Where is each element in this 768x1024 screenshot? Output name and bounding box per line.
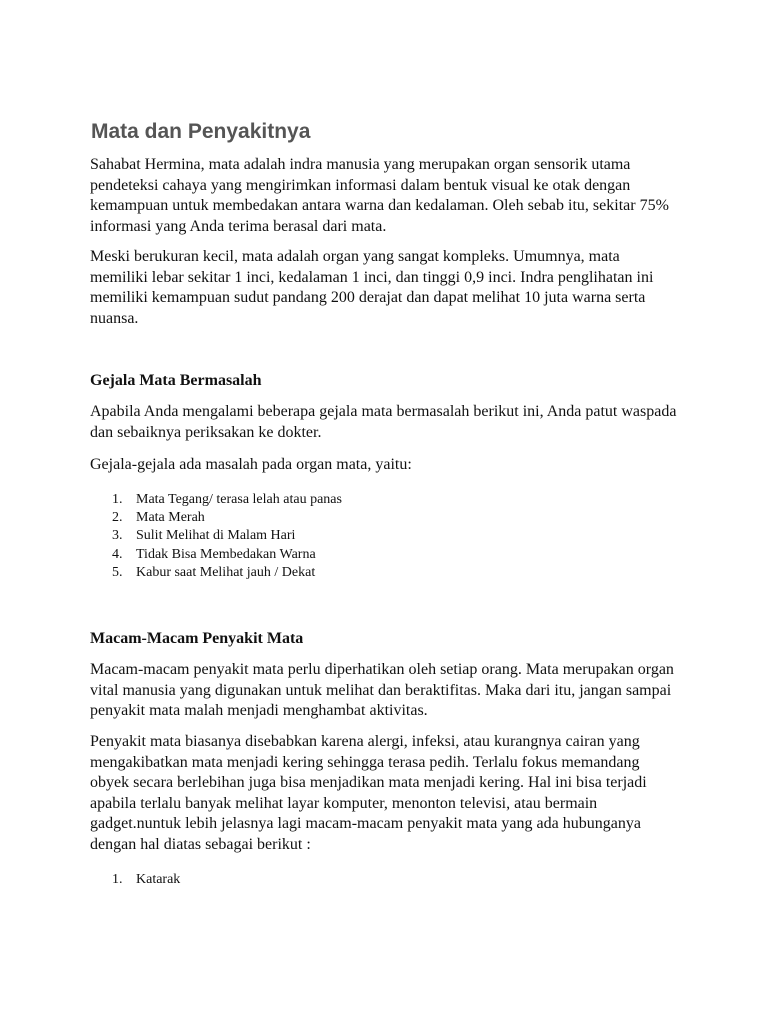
list-item xyxy=(90,546,342,564)
list-item-number: 1. xyxy=(112,492,123,507)
list-item-number: 1. xyxy=(112,872,123,887)
intro-paragraph-1: Sahabat Hermina, mata adalah indra manusia yang merupakan organ sensorik utama pendeteksi cahaya yang mengirimkan informasi dalam bentuk visual ke otak dengan kemampuan untuk membedakan antara warna dan kedalaman. Oleh sebab itu, sekitar 75% informasi yang Anda terima berasal dari mata. xyxy=(90,156,669,235)
list-item-number: 5. xyxy=(112,564,123,580)
section-heading-macam: Macam-Macam Penyakit Mata xyxy=(90,630,304,647)
list-item-text: Mata Tegang/ terasa lelah atau panas xyxy=(136,492,342,507)
list-item-number: 3. xyxy=(112,528,123,544)
list-item-number: 4. xyxy=(112,546,123,562)
list-item xyxy=(90,564,342,582)
list-item-number: 2. xyxy=(112,510,123,526)
list-item-text: Sulit Melihat di Malam Hari xyxy=(136,528,296,544)
list-item xyxy=(90,871,180,889)
list-item xyxy=(90,509,342,527)
section2-paragraph-1: Macam-macam penyakit mata perlu diperhatikan oleh setiap orang. Mata merupakan organ vital manusia yang digunakan untuk melihat dan beraktifitas. Maka dari itu, jangan sampai penyakit mata malah menjadi menghambat aktivitas. xyxy=(90,661,674,720)
list-item-text: Katarak xyxy=(136,872,181,887)
document-title: Mata dan Penyakitnya xyxy=(91,120,311,143)
intro-paragraph-2: Meski berukuran kecil, mata adalah organ yang sangat kompleks. Umumnya, mata memiliki lebar sekitar 1 inci, kedalaman 1 inci, dan tinggi 0,9 inci. Indra penglihatan ini memiliki kemampuan sudut pandang 200 derajat dan dapat melihat 10 juta warna serta nuansa. xyxy=(90,248,654,327)
symptom-list xyxy=(90,491,342,582)
section1-paragraph-2: Gejala-gejala ada masalah pada organ mata, yaitu: xyxy=(90,456,412,473)
section1-paragraph-1: Apabila Anda mengalami beberapa gejala mata bermasalah berikut ini, Anda patut waspada dan sebaiknya periksakan ke dokter. xyxy=(90,403,677,441)
list-item-text: Tidak Bisa Membedakan Warna xyxy=(136,546,316,562)
list-item-text: Kabur saat Melihat jauh / Dekat xyxy=(136,564,316,580)
list-item xyxy=(90,527,342,545)
disease-list xyxy=(90,871,180,889)
list-item xyxy=(90,491,342,509)
list-item-text: Mata Merah xyxy=(136,510,205,526)
section-heading-gejala: Gejala Mata Bermasalah xyxy=(90,372,262,389)
section2-paragraph-2: Penyakit mata biasanya disebabkan karena alergi, infeksi, atau kurangnya cairan yang mengakibatkan mata menjadi kering sehingga terasa pedih. Terlalu fokus memandang obyek secara berlebihan juga bisa menjadikan mata menjadi kering. Hal ini bisa terjadi apabila terlalu banyak melihat layar komputer, menonton televisi, atau bermain gadget.nuntuk lebih jelasnya lagi macam-macam penyakit mata yang ada hubunganya dengan hal diatas sebagai berikut : xyxy=(90,733,647,853)
